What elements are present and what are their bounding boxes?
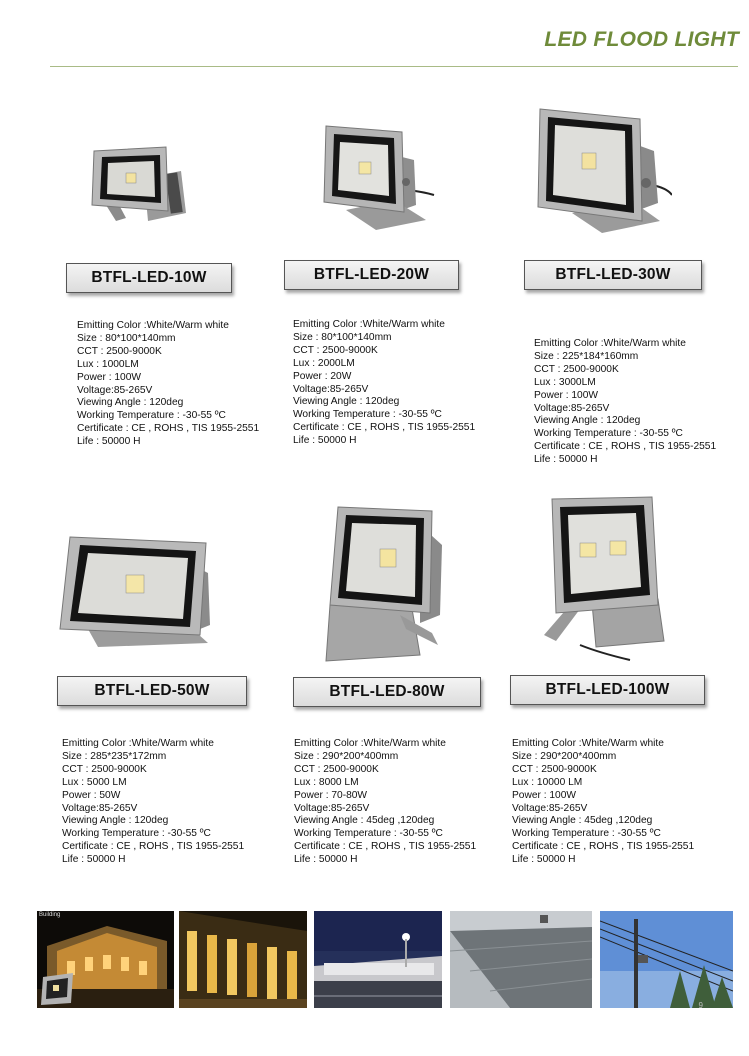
spec-line: Size : 225*184*160mm: [534, 350, 639, 362]
spec-line: Viewing Angle : 120deg: [534, 415, 641, 427]
application-photo-facade: [179, 911, 307, 1008]
spec-line: Lux : 5000 LM: [62, 776, 127, 788]
flood-light-20w-image: [316, 120, 438, 240]
application-photo-building: [37, 911, 174, 1008]
spec-line: Power : 100W: [534, 389, 598, 401]
spec-line: Certificate : CE , ROHS , TIS 1955-2551: [534, 441, 717, 453]
photo-caption: Building: [39, 912, 61, 918]
product-label: BTFL-LED-20W: [284, 260, 459, 290]
spec-line: Certificate : CE , ROHS , TIS 1955-2551: [512, 841, 695, 853]
spec-list: [534, 338, 716, 467]
spec-list: [62, 738, 244, 867]
spec-line: CCT : 2500-9000K: [534, 363, 619, 375]
spec-line: Power : 100W: [512, 789, 576, 801]
spec-line: CCT : 2500-9000K: [512, 763, 597, 775]
spec-line: Viewing Angle : 120deg: [62, 815, 169, 827]
spec-line: Certificate : CE , ROHS , TIS 1955-2551: [62, 841, 245, 853]
spec-line: Certificate : CE , ROHS , TIS 1955-2551: [293, 422, 476, 434]
spec-line: Power : 20W: [293, 370, 352, 382]
spec-list: [293, 319, 475, 448]
spec-line: Power : 100W: [77, 371, 141, 383]
flood-light-10w-image: [86, 143, 196, 228]
spec-line: Size : 80*100*140mm: [77, 332, 176, 344]
spec-line: Viewing Angle : 45deg ,120deg: [512, 815, 653, 827]
spec-line: Working Temperature : -30-55 ºC: [77, 410, 226, 422]
spec-line: Lux : 2000LM: [293, 357, 355, 369]
spec-line: Emitting Color :White/Warm white: [512, 738, 664, 749]
spec-line: Voltage:85-265V: [294, 802, 370, 814]
spec-list: [77, 320, 259, 449]
spec-line: Working Temperature : -30-55 ºC: [293, 409, 442, 421]
spec-line: Lux : 1000LM: [77, 358, 139, 370]
spec-line: Certificate : CE , ROHS , TIS 1955-2551: [77, 423, 260, 435]
spec-list: [294, 738, 476, 867]
spec-line: Emitting Color :White/Warm white: [62, 738, 214, 749]
spec-line: Certificate : CE , ROHS , TIS 1955-2551: [294, 841, 477, 853]
spec-line: Voltage:85-265V: [293, 383, 369, 395]
spec-line: Life : 50000 H: [77, 436, 141, 448]
product-label: BTFL-LED-30W: [524, 260, 702, 290]
header-divider: [50, 66, 738, 67]
spec-line: CCT : 2500-9000K: [294, 763, 379, 775]
spec-line: Lux : 10000 LM: [512, 776, 583, 788]
spec-line: Voltage:85-265V: [77, 384, 153, 396]
spec-line: Emitting Color :White/Warm white: [293, 319, 445, 330]
spec-line: CCT : 2500-9000K: [293, 344, 378, 356]
spec-line: Life : 50000 H: [294, 854, 358, 866]
spec-line: Working Temperature : -30-55 ºC: [512, 828, 661, 840]
product-label: BTFL-LED-10W: [66, 263, 232, 293]
spec-line: Size : 290*200*400mm: [294, 750, 399, 762]
spec-list: [512, 738, 694, 867]
spec-line: Voltage:85-265V: [534, 402, 610, 414]
spec-line: Lux : 8000 LM: [294, 776, 359, 788]
spec-line: Life : 50000 H: [534, 454, 598, 466]
spec-line: Emitting Color :White/Warm white: [77, 320, 229, 331]
flood-light-30w-image: [532, 103, 672, 243]
flood-light-80w-image: [320, 505, 452, 665]
spec-line: Viewing Angle : 120deg: [293, 396, 400, 408]
spec-line: Power : 70-80W: [294, 789, 368, 801]
spec-line: Life : 50000 H: [62, 854, 126, 866]
spec-line: Lux : 3000LM: [534, 376, 596, 388]
spec-line: Working Temperature : -30-55 ºC: [294, 828, 443, 840]
product-label: BTFL-LED-80W: [293, 677, 481, 707]
application-photo-pole: [600, 911, 733, 1008]
spec-line: Working Temperature : -30-55 ºC: [62, 828, 211, 840]
spec-line: Working Temperature : -30-55 ºC: [534, 428, 683, 440]
spec-line: Voltage:85-265V: [62, 802, 138, 814]
spec-line: Voltage:85-265V: [512, 802, 588, 814]
spec-line: CCT : 2500-9000K: [62, 763, 147, 775]
spec-line: Emitting Color :White/Warm white: [294, 738, 446, 749]
spec-line: Power : 50W: [62, 789, 121, 801]
flood-light-50w-image: [58, 533, 214, 653]
flood-light-100w-image: [540, 495, 666, 667]
application-photo-walkway: [450, 911, 592, 1008]
product-label: BTFL-LED-100W: [510, 675, 705, 705]
product-label: BTFL-LED-50W: [57, 676, 247, 706]
spec-line: Size : 290*200*400mm: [512, 750, 617, 762]
spec-line: Life : 50000 H: [512, 854, 576, 866]
spec-line: Life : 50000 H: [293, 435, 357, 447]
spec-line: CCT : 2500-9000K: [77, 345, 162, 357]
spec-line: Viewing Angle : 45deg ,120deg: [294, 815, 435, 827]
spec-line: Viewing Angle : 120deg: [77, 397, 184, 409]
page-title: LED FLOOD LIGHT: [544, 28, 739, 51]
spec-line: Emitting Color :White/Warm white: [534, 338, 686, 349]
spec-line: Size : 285*235*172mm: [62, 750, 167, 762]
spec-line: Size : 80*100*140mm: [293, 331, 392, 343]
application-photo-parking: [314, 911, 442, 1008]
page-number: 9: [698, 1001, 703, 1010]
